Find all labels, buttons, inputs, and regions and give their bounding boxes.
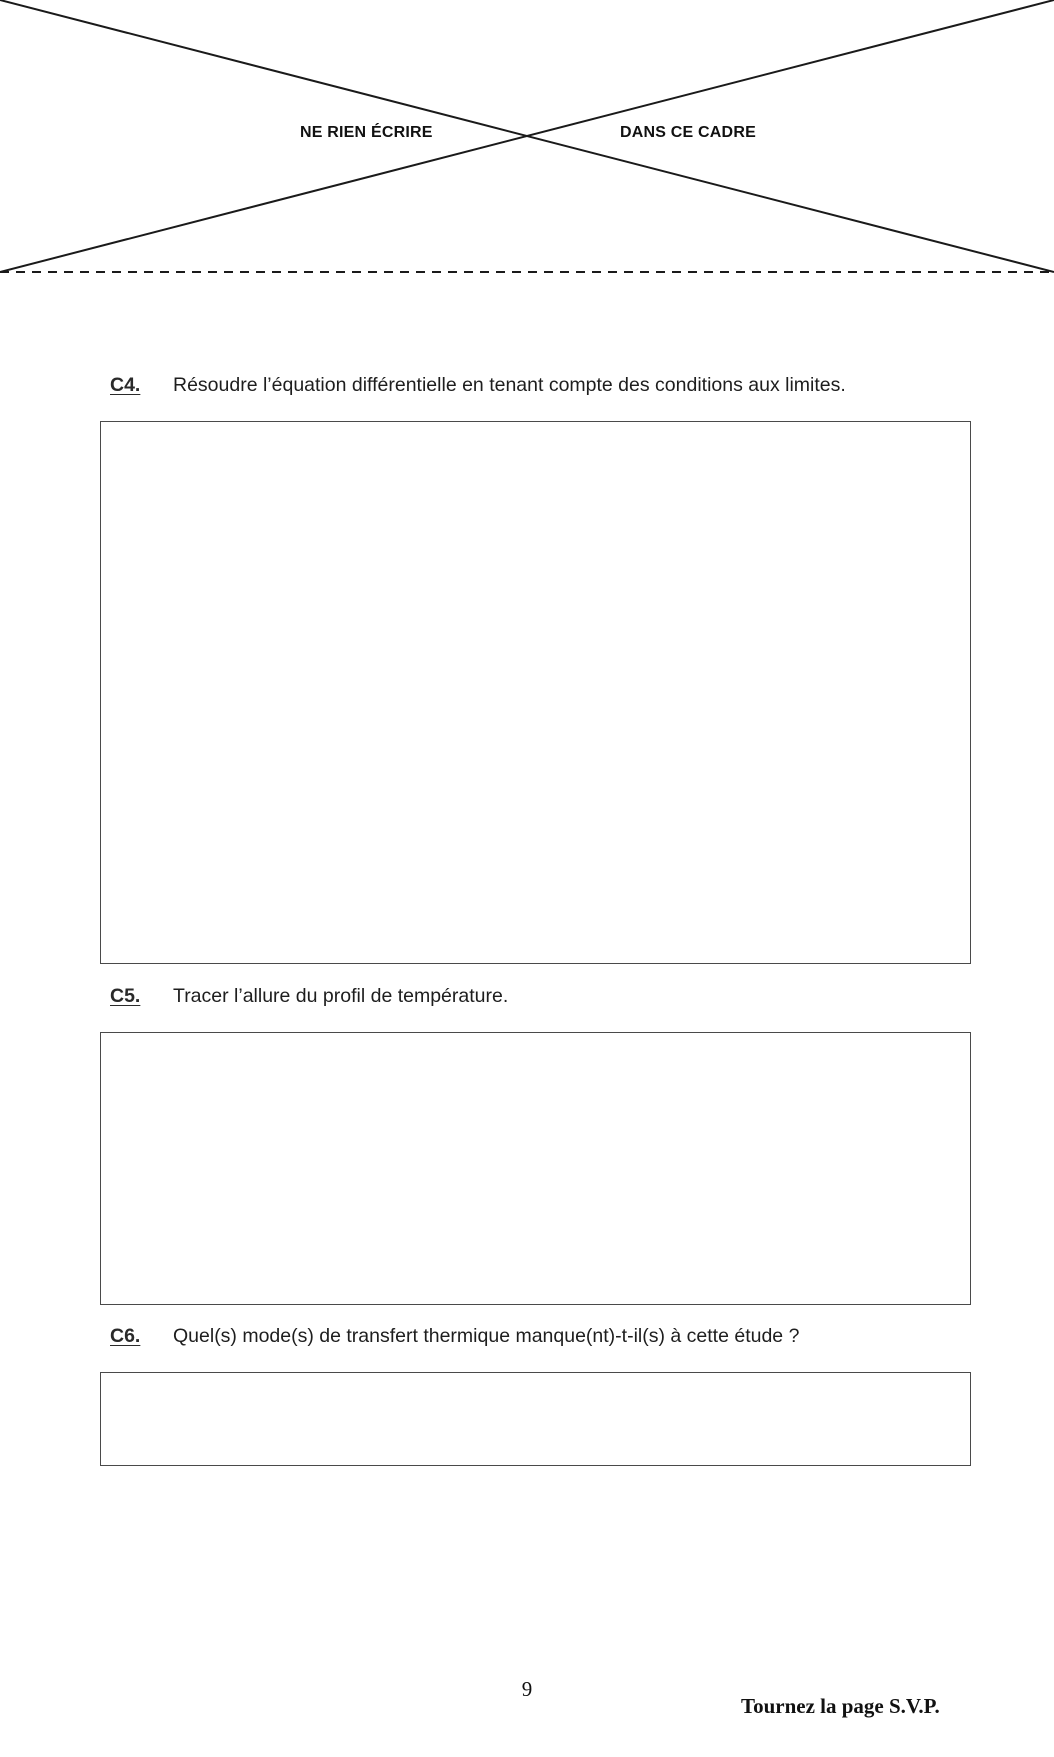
no-write-text-right: DANS CE CADRE	[620, 124, 756, 141]
question-c5	[110, 985, 508, 1008]
answer-box-c4[interactable]	[100, 421, 971, 964]
page-number: 9	[521, 1677, 533, 1701]
no-write-text-left: NE RIEN ÉCRIRE	[300, 124, 433, 141]
question-c4	[110, 374, 846, 397]
question-number: C5.	[110, 985, 141, 1007]
question-c6	[110, 1325, 799, 1348]
question-text: Tracer l’allure du profil de température.	[173, 985, 509, 1007]
answer-box-c6[interactable]	[100, 1372, 971, 1466]
question-number: C4.	[110, 374, 141, 396]
turn-page-note: Tournez la page S.V.P.	[741, 1694, 940, 1718]
question-text: Quel(s) mode(s) de transfert thermique manque(nt)-t-il(s) à cette étude ?	[173, 1325, 800, 1347]
cross-lines	[0, 0, 1054, 280]
question-number: C6.	[110, 1325, 141, 1347]
no-write-zone	[0, 0, 1054, 280]
question-text: Résoudre l’équation différentielle en tenant compte des conditions aux limites.	[173, 374, 846, 396]
answer-box-c5[interactable]	[100, 1032, 971, 1305]
